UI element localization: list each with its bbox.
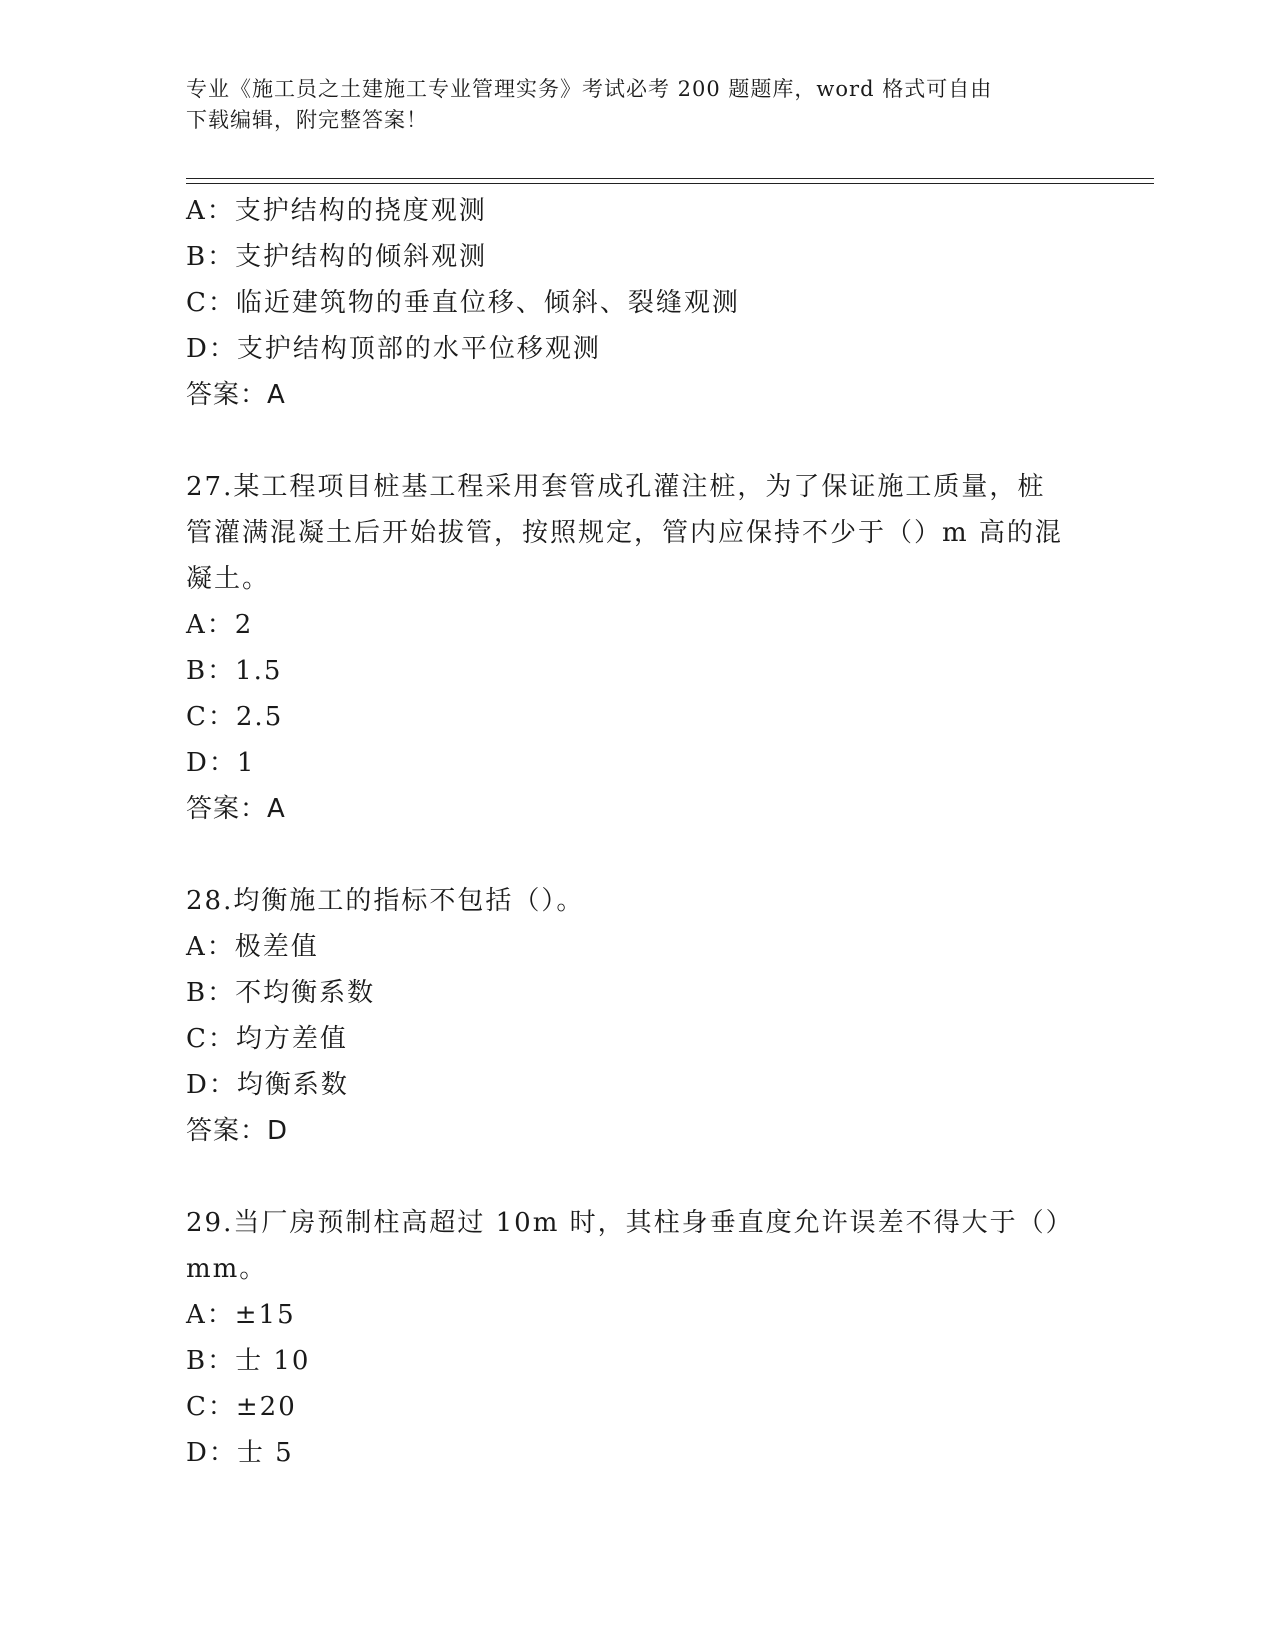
option-d: D：支护结构顶部的水平位移观测 <box>186 334 601 364</box>
question-stem-line: mm。 <box>186 1254 268 1284</box>
document-header <box>186 74 1086 136</box>
option-d: D：1 <box>186 748 256 778</box>
option-d: D：均衡系数 <box>186 1070 349 1100</box>
option-a: A：支护结构的挠度观测 <box>186 196 487 226</box>
answer-line: 答案：D <box>186 1116 289 1146</box>
question-stem-line: 凝土。 <box>186 564 271 594</box>
question-stem-line: 29.当厂房预制柱高超过 10m 时，其柱身垂直度允许误差不得大于（） <box>186 1208 1074 1238</box>
option-d: D：士 5 <box>186 1438 294 1468</box>
question-list <box>186 188 1086 1476</box>
question-spacer <box>186 1154 1086 1200</box>
option-a: A：极差值 <box>186 932 319 962</box>
header-divider-top <box>186 178 1154 179</box>
header-line-2: 下载编辑，附完整答案！ <box>186 108 428 132</box>
question-26 <box>186 188 1086 418</box>
question-spacer <box>186 418 1086 464</box>
option-a: A：±15 <box>186 1300 296 1330</box>
question-spacer <box>186 832 1086 878</box>
question-stem-line: 28.均衡施工的指标不包括（）。 <box>186 886 585 916</box>
option-b: B：支护结构的倾斜观测 <box>186 242 488 272</box>
option-c: C：均方差值 <box>186 1024 348 1054</box>
option-c: C：±20 <box>186 1392 297 1422</box>
option-b: B：士 10 <box>186 1346 311 1376</box>
question-29 <box>186 1200 1086 1476</box>
question-28 <box>186 878 1086 1154</box>
answer-line: 答案：A <box>186 380 286 410</box>
option-c: C：2.5 <box>186 702 284 732</box>
option-a: A：2 <box>186 610 254 640</box>
header-line-1: 专业《施工员之土建施工专业管理实务》考试必考 200 题题库，word 格式可自由 <box>186 77 993 101</box>
header-divider-bottom <box>186 183 1154 184</box>
option-c: C：临近建筑物的垂直位移、倾斜、裂缝观测 <box>186 288 740 318</box>
question-27 <box>186 464 1086 832</box>
answer-line: 答案：A <box>186 794 286 824</box>
option-b: B：1.5 <box>186 656 283 686</box>
option-b: B：不均衡系数 <box>186 978 376 1008</box>
question-stem-line: 管灌满混凝土后开始拔管，按照规定，管内应保持不少于（）m 高的混 <box>186 518 1063 548</box>
question-stem-line: 27.某工程项目桩基工程采用套管成孔灌注桩，为了保证施工质量，桩 <box>186 472 1046 502</box>
